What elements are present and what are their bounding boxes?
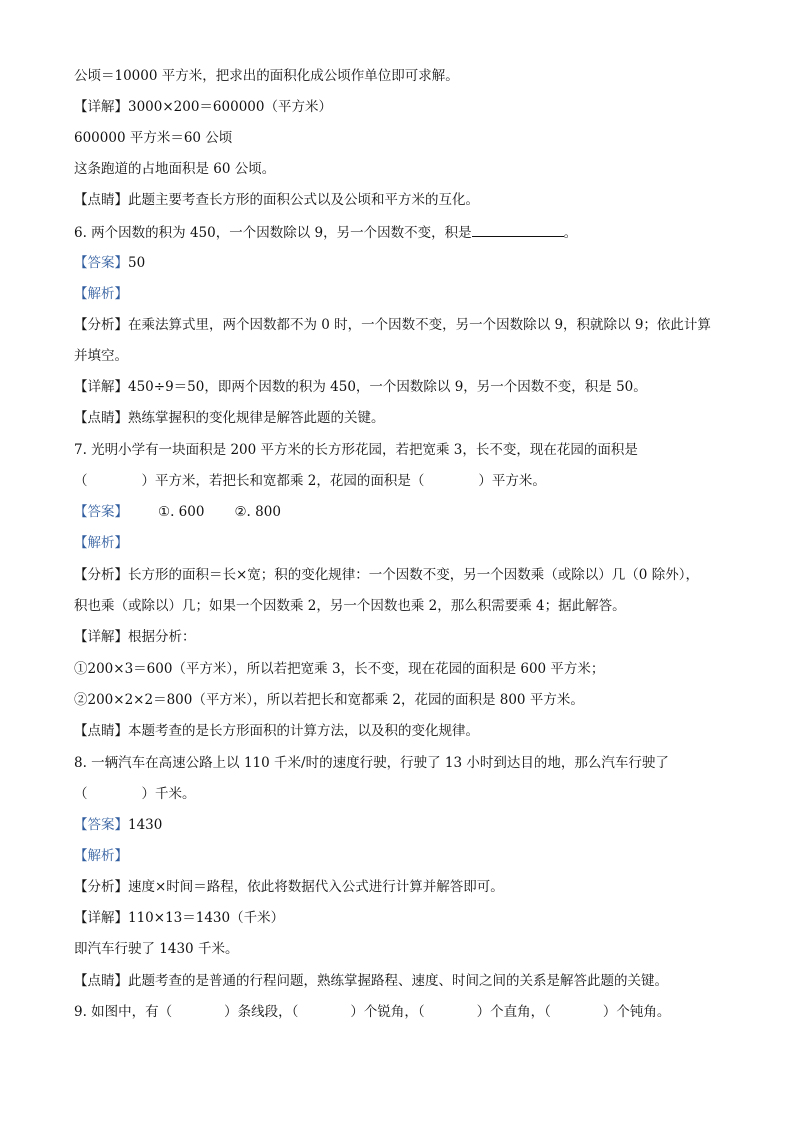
text: ）个直角，（ xyxy=(476,1004,551,1020)
question-7-cont xyxy=(74,471,734,491)
text: ）个锐角，（ xyxy=(350,1004,425,1020)
text: ）个钝角。 xyxy=(602,1004,671,1020)
analysis-tag: 【解析】 xyxy=(74,535,128,551)
detail-tag: 【详解】 xyxy=(74,910,128,926)
text: ）平方米。 xyxy=(478,473,546,489)
detail-line xyxy=(74,377,734,397)
text: 此题主要考查长方形的面积公式以及公顷和平方米的互化。 xyxy=(128,192,479,208)
answer-tag: 【答案】 xyxy=(74,504,128,520)
analysis-header xyxy=(74,846,734,866)
comment-tag: 【点睛】 xyxy=(74,973,128,989)
text: 积也乘（或除以）几；如果一个因数乘 2，另一个因数也乘 2，那么积需要乘 4；据此解答。 xyxy=(74,598,626,614)
text-line xyxy=(74,939,734,959)
text: （ xyxy=(74,786,88,802)
analysis-tag: 【解析】 xyxy=(74,848,128,864)
analysis-sub-tag: 【分析】 xyxy=(74,567,128,583)
answer-line xyxy=(74,815,734,835)
text: 600000 平方米＝60 公顷 xyxy=(74,130,233,146)
comment-line xyxy=(74,408,734,428)
text-line xyxy=(74,346,734,366)
detail-line xyxy=(74,627,734,647)
answer-value: ①. 600 xyxy=(158,504,205,520)
question-text: 6. 两个因数的积为 450，一个因数除以 9，另一个因数不变，积是 xyxy=(74,225,472,241)
question-text: 9. 如图中，有（ xyxy=(74,1004,173,1020)
question-text: 8. 一辆汽车在高速公路上以 110 千米/时的速度行驶，行驶了 13 小时到达目的地，那么汽车行驶了 xyxy=(74,755,669,771)
answer-value: 1430 xyxy=(128,817,163,833)
question-text: 7. 光明小学有一块面积是 200 平方米的长方形花园，若把宽乘 3，长不变，现在花园的面积是 xyxy=(74,442,638,458)
text: 根据分析： xyxy=(128,629,196,645)
detail-tag: 【详解】 xyxy=(74,629,128,645)
text: （ xyxy=(74,473,88,489)
text: 并填空。 xyxy=(74,348,128,364)
text-line xyxy=(74,659,734,679)
question-7 xyxy=(74,440,734,460)
text: 在乘法算式里，两个因数都不为 0 时，一个因数不变，另一个因数除以 9，积就除以 9；依此计算 xyxy=(128,317,711,333)
text: 450÷9＝50，即两个因数的积为 450，一个因数除以 9，另一个因数不变，积是 50。 xyxy=(128,379,647,395)
text: ）千米。 xyxy=(141,786,196,802)
detail-tag: 【详解】 xyxy=(74,379,128,395)
comment-tag: 【点睛】 xyxy=(74,410,128,426)
text: ②200×2×2＝800（平方米），所以若把长和宽都乘 2，花园的面积是 800 平方米。 xyxy=(74,692,584,708)
comment-line xyxy=(74,190,734,210)
text: ）平方米，若把长和宽都乘 2，花园的面积是（ xyxy=(141,473,425,489)
analysis-line xyxy=(74,877,734,897)
answer-value: ②. 800 xyxy=(234,504,281,520)
text: 此题考查的是普通的行程问题，熟练掌握路程、速度、时间之间的关系是解答此题的关键。 xyxy=(128,973,668,989)
answer-tag: 【答案】 xyxy=(74,255,128,271)
comment-tag: 【点睛】 xyxy=(74,192,128,208)
answer-line xyxy=(74,253,734,273)
text-line xyxy=(74,128,734,148)
text-line xyxy=(74,159,734,179)
text: 即汽车行驶了 1430 千米。 xyxy=(74,941,239,957)
analysis-header xyxy=(74,533,734,553)
text-line xyxy=(74,690,734,710)
text: ①200×3＝600（平方米），所以若把宽乘 3，长不变，现在花园的面积是 600 平方米； xyxy=(74,661,605,677)
analysis-header xyxy=(74,284,734,304)
analysis-sub-tag: 【分析】 xyxy=(74,317,128,333)
detail-line xyxy=(74,908,734,928)
analysis-sub-tag: 【分析】 xyxy=(74,879,128,895)
analysis-line xyxy=(74,565,734,585)
question-9 xyxy=(74,1002,734,1022)
text: 。 xyxy=(563,225,578,241)
comment-line xyxy=(74,721,734,741)
text: 熟练掌握积的变化规律是解答此题的关键。 xyxy=(128,410,385,426)
text: 本题考查的是长方形面积的计算方法，以及积的变化规律。 xyxy=(128,723,479,739)
comment-tag: 【点睛】 xyxy=(74,723,128,739)
text: 速度×时间＝路程，依此将数据代入公式进行计算并解答即可。 xyxy=(128,879,504,895)
text: 这条跑道的占地面积是 60 公顷。 xyxy=(74,161,276,177)
text: 公顷＝10000 平方米，把求出的面积化成公顷作单位即可求解。 xyxy=(74,68,459,84)
analysis-tag: 【解析】 xyxy=(74,286,128,302)
analysis-line xyxy=(74,315,734,335)
comment-line xyxy=(74,971,734,991)
detail-line xyxy=(74,97,734,117)
text: ）条线段，（ xyxy=(224,1004,299,1020)
answer-line xyxy=(74,502,734,522)
text: 3000×200＝600000（平方米） xyxy=(128,99,332,115)
text: 长方形的面积＝长×宽；积的变化规律：一个因数不变，另一个因数乘（或除以）几（0 除外）， xyxy=(128,567,699,583)
answer-blank xyxy=(472,222,564,237)
detail-tag: 【详解】 xyxy=(74,99,128,115)
question-8 xyxy=(74,753,734,773)
question-6 xyxy=(74,222,734,243)
answer-tag: 【答案】 xyxy=(74,817,128,833)
text: 110×13＝1430（千米） xyxy=(128,910,285,926)
question-8-cont xyxy=(74,784,734,804)
answer-value: 50 xyxy=(128,255,146,271)
text-line xyxy=(74,596,734,616)
text-line xyxy=(74,66,734,86)
